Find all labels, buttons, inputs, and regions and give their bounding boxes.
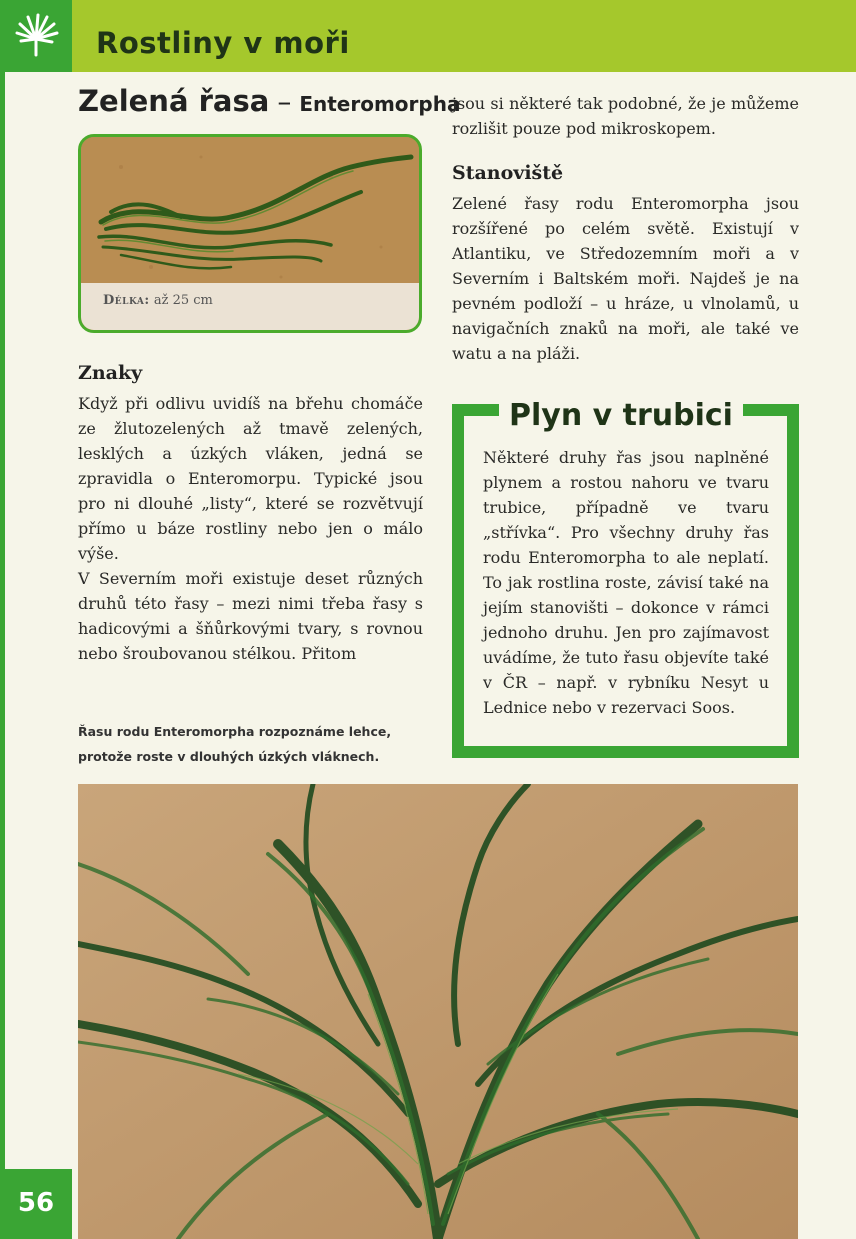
photo-caption: Řasu rodu Enteromorpha rozpoznáme lehce, protože roste v dlouhých úzkých vláknech. xyxy=(78,724,392,764)
info-box-text: Některé druhy řas jsou naplněné plynem a rostou nahoru ve tvaru trubice, případně ve tvaru „střívka“. Pro všechny druhy řas rodu Enteromorpha to ale neplatí. To jak rostlina roste, závisí také na jejím stanovišti – dokonce v rámci jednoho druhu. Jen pro zajímavost uvádíme, že tuto řasu objevíte také v ČR – např. v rybníku Nesyt u Lednice nebo v rezervaci Soos. xyxy=(483,448,769,717)
specimen-photo-card xyxy=(78,134,422,333)
continued-paragraph: jsou si některé tak podobné, že je můžeme rozlišit pouze pod mikroskopem. xyxy=(452,94,799,138)
palm-leaf-icon xyxy=(0,0,72,72)
article-title xyxy=(78,84,460,118)
page-header xyxy=(0,0,856,72)
znaky-paragraph-1: Když při odlivu uvidíš na břehu chomáče ze žlutozelených až tmavě zelených, lesklých a úzkých vláken, jedná se zpravidla o Enteromorpu. Typické jsou pro ni dlouhé „listy“, které se rozvětvují přímo u báze rostliny nebo jen o málo výše. xyxy=(78,394,423,563)
length-value: až 25 cm xyxy=(153,293,213,308)
length-info xyxy=(81,283,419,330)
info-box-title: Plyn v trubici xyxy=(499,398,743,433)
section-title: Rostliny v moři xyxy=(96,26,350,60)
length-label: Délka: xyxy=(103,293,150,308)
page-number: 56 xyxy=(17,1188,55,1218)
znaky-paragraph-2: V Severním moři existuje deset různých druhů této řasy – mezi nimi třeba řasy s hadicovými a šňůrkovými tvary, s rovnou nebo šroubovanou stélkou. Přitom xyxy=(78,569,423,663)
info-box xyxy=(452,398,799,758)
page-number-box xyxy=(0,1169,72,1239)
stanoviste-heading: Stanoviště xyxy=(452,162,564,184)
side-accent-bar xyxy=(0,72,5,1169)
title-latin: Enteromorpha xyxy=(299,92,461,116)
seaweed-photo xyxy=(78,784,798,1239)
title-main: Zelená řasa xyxy=(78,84,270,118)
stanoviste-paragraph: Zelené řasy rodu Enteromorpha jsou rozšířené po celém světě. Existují v Atlantiku, ve Středozemním moři a v Severním i Baltském moři. Najdeš je na pevném podloží – u hráze, u vlnolamů, u navigačních znaků na moři, ale také ve watu a na pláži. xyxy=(452,194,799,363)
title-separator: – xyxy=(277,85,292,118)
znaky-heading: Znaky xyxy=(78,362,143,384)
